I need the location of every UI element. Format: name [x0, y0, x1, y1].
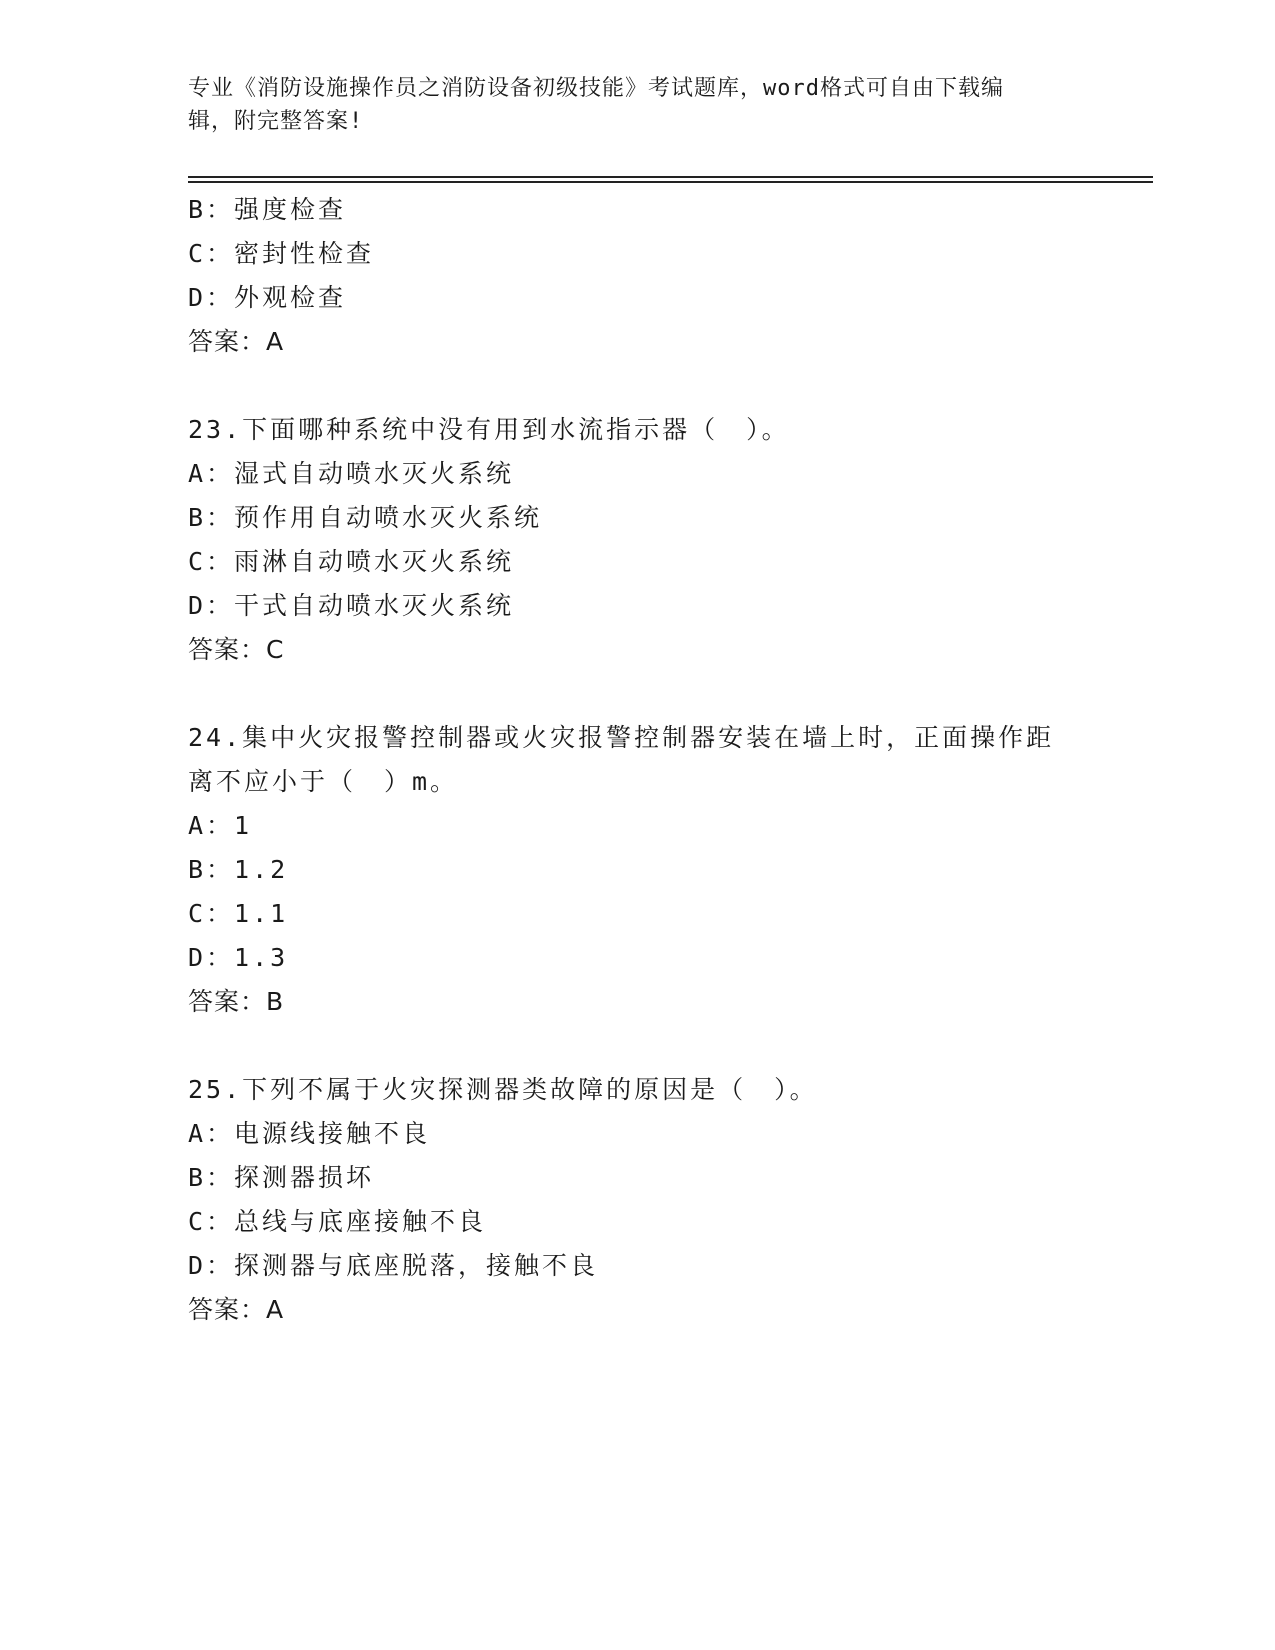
header-divider-top	[188, 176, 1153, 178]
prev-option-d: D：外观检查	[188, 283, 347, 312]
prev-answer: 答案：A	[188, 327, 285, 356]
question-23-stem: 23.下面哪种系统中没有用到水流指示器（ ）。	[188, 415, 790, 444]
question-24-stem-line-2: 离不应小于（ ）m。	[188, 767, 459, 796]
question-24-option-b: B：1.2	[188, 855, 289, 884]
question-24-option-d: D：1.3	[188, 943, 289, 972]
document-header	[188, 72, 1068, 138]
question-25-stem: 25.下列不属于火灾探测器类故障的原因是（ ）。	[188, 1075, 818, 1104]
question-23-option-c: C：雨淋自动喷水灭火系统	[188, 547, 515, 576]
question-23-option-b: B：预作用自动喷水灭火系统	[188, 503, 543, 532]
question-23-answer: 答案：C	[188, 635, 285, 664]
question-24-option-a: A：1	[188, 811, 253, 840]
question-23-option-d: D：干式自动喷水灭火系统	[188, 591, 515, 620]
header-line-1: 专业《消防设施操作员之消防设备初级技能》考试题库，word格式可自由下载编	[188, 76, 1004, 101]
prev-option-c: C：密封性检查	[188, 239, 375, 268]
question-25-option-c: C：总线与底座接触不良	[188, 1207, 487, 1236]
question-23-option-a: A：湿式自动喷水灭火系统	[188, 459, 515, 488]
question-25-option-a: A：电源线接触不良	[188, 1119, 431, 1148]
question-24-stem-line-1: 24.集中火灾报警控制器或火灾报警控制器安装在墙上时，正面操作距	[188, 723, 1055, 752]
header-line-2: 辑，附完整答案!	[188, 109, 364, 134]
question-25-option-d: D：探测器与底座脱落，接触不良	[188, 1251, 599, 1280]
question-24-answer: 答案：B	[188, 987, 285, 1016]
header-divider-bottom	[188, 181, 1153, 183]
question-25-answer: 答案：A	[188, 1295, 285, 1324]
prev-option-b: B：强度检查	[188, 195, 347, 224]
question-25-option-b: B：探测器损坏	[188, 1163, 375, 1192]
question-24-option-c: C：1.1	[188, 899, 289, 928]
